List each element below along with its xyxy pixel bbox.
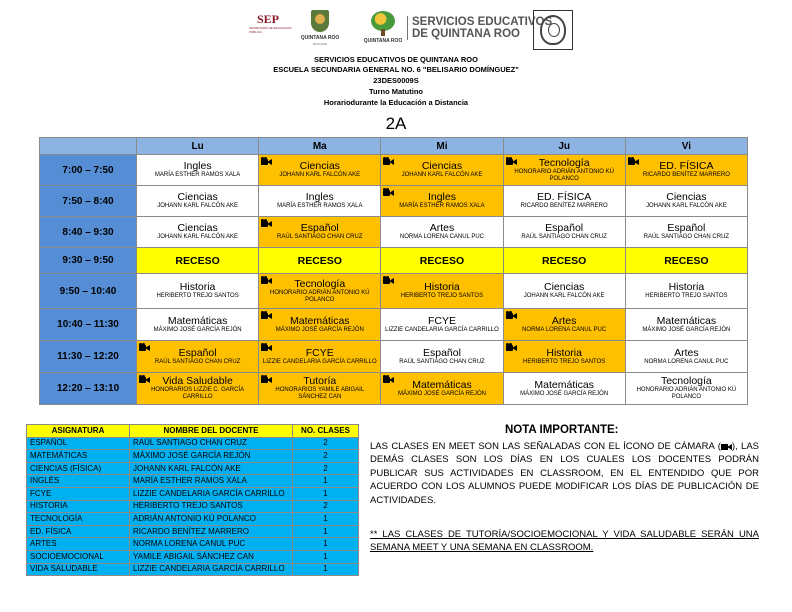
- video-camera-icon: [261, 276, 272, 284]
- teacher-cell: MARÍA ESTHER RAMOS XALA: [130, 475, 293, 488]
- video-camera-icon: [506, 343, 517, 351]
- class-cell: [259, 155, 381, 186]
- class-cell: [625, 217, 747, 248]
- class-cell: [381, 155, 503, 186]
- subject-name: Matemáticas: [412, 378, 472, 391]
- class-cell: [137, 341, 259, 373]
- class-cell: [503, 341, 625, 373]
- subject-name: Artes: [551, 314, 577, 327]
- class-cell: [381, 186, 503, 217]
- time-slot: 8:40 – 9:30: [40, 217, 137, 248]
- class-cell: [259, 309, 381, 341]
- header-line-2: ESCUELA SECUNDARIA GENERAL NO. 6 "BELISARIO DOMÍNGUEZ": [273, 65, 519, 74]
- teacher-name: MÁXIMO JOSÉ GARCÍA REJÓN: [397, 390, 486, 397]
- teacher-name: MÁXIMO JOSÉ GARCÍA REJÓN: [520, 390, 609, 397]
- day-header: Lu: [137, 138, 259, 155]
- subject-name: Matemáticas: [534, 378, 594, 391]
- teacher-name: RICARDO BENÍTEZ MARRERO: [642, 172, 730, 178]
- subject-name: Artes: [429, 222, 455, 234]
- class-count-cell: 2: [293, 500, 359, 513]
- video-camera-icon: [506, 311, 517, 319]
- subject-name: Artes: [674, 346, 699, 359]
- class-cell: [381, 341, 503, 373]
- class-cell: [625, 274, 747, 309]
- subject-name: Español: [667, 222, 706, 234]
- teacher-name: MÁXIMO JOSÉ GARCÍA REJÓN: [153, 326, 242, 333]
- table-row: [27, 550, 359, 563]
- class-cell: [259, 217, 381, 248]
- time-slot: 12:20 – 13:10: [40, 373, 137, 405]
- time-slot: 9:50 – 10:40: [40, 274, 137, 309]
- sep-logo: SEP SECRETARÍA DE EDUCACIÓN PÚBLICA: [249, 12, 292, 34]
- subject-name: Español: [422, 346, 461, 359]
- recess-cell: RECESO: [259, 248, 381, 274]
- table-row: [27, 437, 359, 450]
- teacher-name: MÁXIMO JOSÉ GARCÍA REJÓN: [275, 326, 364, 333]
- teacher-cell: HERIBERTO TREJO SANTOS: [130, 500, 293, 513]
- header-logos: [245, 8, 575, 52]
- seal-icon: [540, 15, 566, 45]
- subject-name: Español: [545, 222, 584, 234]
- teacher-name: HONORARIO ADRIÁN ANTONIO KÚ POLANCO: [269, 289, 370, 303]
- subject-cell: TECNOLOGÍA: [27, 513, 130, 526]
- class-cell: [625, 186, 747, 217]
- schedule-row: [40, 217, 748, 248]
- teacher-name: HERIBERTO TREJO SANTOS: [645, 293, 728, 299]
- class-count-cell: 1: [293, 513, 359, 526]
- school-seal-logo: [533, 10, 573, 50]
- time-slot: 11:30 – 12:20: [40, 341, 137, 373]
- time-slot: 9:30 – 9:50: [40, 248, 137, 274]
- class-cell: [259, 186, 381, 217]
- table-row: [27, 487, 359, 500]
- subject-name: ED. FÍSICA: [537, 191, 592, 203]
- subject-name: Ciencias: [666, 191, 707, 203]
- class-count-cell: 2: [293, 450, 359, 463]
- class-count-cell: 2: [293, 437, 359, 450]
- time-slot: 7:50 – 8:40: [40, 186, 137, 217]
- video-camera-icon: [261, 343, 272, 351]
- subject-name: Ciencias: [177, 222, 218, 234]
- subject-name: Matemáticas: [167, 314, 228, 327]
- subject-cell: VIDA SALUDABLE: [27, 563, 130, 576]
- recess-cell: RECESO: [137, 248, 259, 274]
- table-row: [27, 525, 359, 538]
- subject-name: Historia: [424, 281, 460, 293]
- class-cell: [137, 309, 259, 341]
- schedule-row: [40, 248, 748, 274]
- subject-name: Tutoría: [303, 375, 337, 387]
- video-camera-icon: [139, 375, 150, 383]
- subject-name: Matemáticas: [290, 314, 350, 327]
- teacher-name: HONORARIO ADRIÁN ANTONIO KÚ POLANCO: [514, 168, 614, 182]
- class-cell: [625, 373, 747, 405]
- teacher-name: RAÚL SANTIAGO CHAN CRUZ: [521, 234, 607, 240]
- class-cell: [137, 217, 259, 248]
- class-cell: [137, 155, 259, 186]
- class-cell: [625, 155, 747, 186]
- teacher-name: RICARDO BENÍTEZ MARRERO: [520, 203, 608, 209]
- subject-name: Ciencias: [299, 160, 340, 172]
- day-header: Mi: [381, 138, 503, 155]
- teacher-name: JOHANN KARL FALCÓN AKE: [157, 234, 238, 240]
- teacher-name: HONORARIOS YAMILE ABIGAIL SÁNCHEZ CAN: [275, 387, 365, 400]
- subject-name: Ciencias: [544, 281, 585, 293]
- subject-name: FCYE: [305, 346, 334, 359]
- class-cell: [381, 217, 503, 248]
- teacher-name: RAÚL SANTIAGO CHAN CRUZ: [399, 358, 485, 365]
- class-count-cell: 1: [293, 550, 359, 563]
- tree-logo: QUINTANA ROO: [363, 8, 403, 52]
- schedule-header-row: [40, 138, 748, 155]
- schedule-table: [39, 137, 748, 405]
- tree-icon: [371, 11, 395, 31]
- table-row: [27, 462, 359, 475]
- class-cell: [503, 217, 625, 248]
- recess-cell: RECESO: [381, 248, 503, 274]
- teacher-cell: JOHANN KARL FALCÓN AKE: [130, 462, 293, 475]
- teacher-name: MARÍA ESTHER RAMOS XALA: [154, 172, 241, 178]
- video-camera-icon: [261, 375, 272, 383]
- subject-name: Matemáticas: [656, 314, 717, 327]
- teacher-name: LIZZIE CANDELARIA GARCÍA CARRILLO: [385, 326, 499, 333]
- subject-name: ED. FÍSICA: [659, 160, 714, 172]
- table-row: [27, 563, 359, 576]
- teachers-table: [26, 424, 359, 576]
- class-cell: [625, 309, 747, 341]
- teacher-cell: YAMILE ABIGAIL SÁNCHEZ CAN: [130, 550, 293, 563]
- subject-cell: FCYE: [27, 487, 130, 500]
- table-row: [27, 513, 359, 526]
- teacher-cell: LIZZIE CANDELARIA GARCÍA CARRILLO: [130, 487, 293, 500]
- teachers-header-row: [27, 425, 359, 438]
- video-camera-icon: [261, 311, 272, 319]
- subject-cell: ED. FÍSICA: [27, 525, 130, 538]
- teacher-cell: LIZZIE CANDELARIA GARCÍA CARRILLO: [130, 563, 293, 576]
- class-count-cell: 1: [293, 538, 359, 551]
- video-camera-icon: [383, 375, 394, 383]
- video-camera-icon: [261, 219, 272, 227]
- teacher-name: NORMA LORENA CANUL PUC: [399, 234, 485, 240]
- class-count-cell: 2: [293, 462, 359, 475]
- teacher-name: JOHANN KARL FALCÓN AKE: [157, 203, 238, 209]
- video-camera-icon: [721, 442, 732, 450]
- subject-name: Vida Saludable: [162, 375, 233, 387]
- teacher-cell: RAÚL SANTIAGO CHAN CRUZ: [130, 437, 293, 450]
- class-count-cell: 1: [293, 563, 359, 576]
- teacher-name: HERIBERTO TREJO SANTOS: [156, 293, 239, 299]
- teacher-name: HONORARIOS LIZZIE C. GARCÍA CARRILLO: [151, 387, 245, 400]
- teacher-name: RAÚL SANTIAGO CHAN CRUZ: [277, 234, 363, 240]
- subject-name: Tecnología: [538, 156, 590, 169]
- note-title: NOTA IMPORTANTE:: [505, 424, 619, 436]
- class-cell: [503, 373, 625, 405]
- header-line-3: 23DES0009S: [373, 76, 419, 85]
- table-row: [27, 475, 359, 488]
- class-count-cell: 1: [293, 487, 359, 500]
- schedule-row: [40, 341, 748, 373]
- day-header: Ju: [503, 138, 625, 155]
- org-name: SERVICIOS EDUCATIVOS DE QUINTANA ROO: [407, 16, 552, 40]
- teacher-name: MÁXIMO JOSÉ GARCÍA REJÓN: [642, 326, 731, 333]
- subject-cell: HISTORIA: [27, 500, 130, 513]
- schedule-row: [40, 373, 748, 405]
- recess-cell: RECESO: [503, 248, 625, 274]
- video-camera-icon: [383, 157, 394, 165]
- subject-name: Ingles: [183, 160, 212, 172]
- class-cell: [381, 309, 503, 341]
- subject-name: Español: [178, 346, 217, 359]
- schedule-row: [40, 274, 748, 309]
- subject-name: FCYE: [427, 314, 456, 327]
- teacher-name: HONORARIO ADRIÁN ANTONIO KÚ POLANCO: [636, 387, 737, 400]
- shield-icon: [311, 10, 329, 32]
- subject-name: Ingles: [427, 191, 456, 203]
- subject-name: Historia: [179, 281, 216, 293]
- teacher-name: JOHANN KARL FALCÓN AKE: [645, 203, 727, 209]
- class-cell: [503, 274, 625, 309]
- schedule-row: [40, 309, 748, 341]
- day-header: Vi: [625, 138, 747, 155]
- subject-cell: CIENCIAS (FÍSICA): [27, 462, 130, 475]
- teacher-cell: RICARDO BENÍTEZ MARRERO: [130, 525, 293, 538]
- subject-cell: ARTES: [27, 538, 130, 551]
- class-cell: [259, 274, 381, 309]
- header-line-5: Horariodurante la Educación a Distancia: [323, 98, 469, 107]
- class-count-cell: 1: [293, 475, 359, 488]
- subject-name: Español: [300, 222, 339, 234]
- class-cell: [503, 155, 625, 186]
- teacher-name: MARÍA ESTHER RAMOS XALA: [277, 203, 363, 209]
- quintana-roo-logo: QUINTANA ROO 2016-2022: [300, 8, 340, 52]
- table-row: [27, 450, 359, 463]
- teacher-name: RAÚL SANTIAGO CHAN CRUZ: [154, 358, 241, 365]
- subject-name: Tecnología: [294, 277, 346, 290]
- teacher-name: NORMA LORENA CANUL PUC: [522, 326, 607, 333]
- subject-cell: INGLÉS: [27, 475, 130, 488]
- note-body: LAS CLASES EN MEET SON LAS SEÑALADAS CON EL ÍCONO DE CÁMARA ( ), LAS DEMÁS CLASES SON LOS DÍAS EN LOS CUALES LOS DOCENTES PODRÁN PUBLICAR SUS ACTIVIDADES EN CLASSROOM, EN EL ENTENDIDO QUE POR ACUERDO CON LOS ALUMNOS PUEDE MODIFICAR LOS DÍAS DE PUBLICACIÓN DE ACTIVIDADES.: [370, 441, 759, 506]
- class-cell: [137, 373, 259, 405]
- day-header: Ma: [259, 138, 381, 155]
- class-cell: [625, 341, 747, 373]
- teacher-name: JOHANN KARL FALCÓN AKE: [279, 172, 361, 178]
- subject-name: Historia: [546, 346, 582, 359]
- teacher-name: LIZZIE CANDELARIA GARCÍA CARRILLO: [262, 358, 377, 365]
- class-cell: [259, 341, 381, 373]
- teacher-name: NORMA LORENA CANUL PUC: [644, 358, 729, 365]
- header-line-1: SERVICIOS EDUCATIVOS DE QUINTANA ROO: [314, 55, 478, 64]
- teacher-name: RAÚL SANTIAGO CHAN CRUZ: [643, 234, 730, 240]
- video-camera-icon: [506, 157, 517, 165]
- teacher-name: JOHANN KARL FALCÓN AKE: [523, 293, 605, 299]
- class-cell: [503, 309, 625, 341]
- video-camera-icon: [261, 157, 272, 165]
- table-row: [27, 500, 359, 513]
- class-cell: [137, 186, 259, 217]
- column-header: ASIGNATURA: [27, 425, 130, 438]
- column-header: NOMBRE DEL DOCENTE: [130, 425, 293, 438]
- subject-name: Tecnología: [660, 375, 712, 387]
- class-cell: [503, 186, 625, 217]
- subject-name: Ciencias: [421, 160, 463, 172]
- class-cell: [137, 274, 259, 309]
- time-slot: 7:00 – 7:50: [40, 155, 137, 186]
- video-camera-icon: [383, 188, 394, 196]
- subject-cell: MATEMÁTICAS: [27, 450, 130, 463]
- teacher-name: MARÍA ESTHER RAMOS XALA: [399, 203, 485, 209]
- subject-cell: ESPAÑOL: [27, 437, 130, 450]
- group-title: 2A: [385, 114, 407, 133]
- recess-cell: RECESO: [625, 248, 747, 274]
- teacher-name: HERIBERTO TREJO SANTOS: [400, 293, 484, 299]
- subject-name: Ciencias: [177, 191, 218, 203]
- time-slot: 10:40 – 11:30: [40, 309, 137, 341]
- subject-name: Ingles: [305, 191, 334, 203]
- class-cell: [381, 274, 503, 309]
- subject-name: Historia: [668, 281, 705, 293]
- subject-cell: SOCIOEMOCIONAL: [27, 550, 130, 563]
- class-count-cell: 1: [293, 525, 359, 538]
- teacher-cell: MÁXIMO JOSÉ GARCÍA REJÓN: [130, 450, 293, 463]
- video-camera-icon: [383, 276, 394, 284]
- teacher-name: JOHANN KARL FALCÓN AKE: [401, 172, 483, 178]
- teacher-cell: ADRIÁN ANTONIO KÚ POLANCO: [130, 513, 293, 526]
- video-camera-icon: [628, 157, 639, 165]
- class-cell: [381, 373, 503, 405]
- note-secondary: ** LAS CLASES DE TUTORÍA/SOCIOEMOCIONAL Y VIDA SALUDABLE SERÁN UNA SEMANA MEET Y UNA SEMANA EN CLASSROOM.: [370, 529, 759, 554]
- class-cell: [259, 373, 381, 405]
- header-line-4: Turno Matutino: [368, 87, 423, 96]
- schedule-row: [40, 155, 748, 186]
- teacher-cell: NORMA LORENA CANUL PUC: [130, 538, 293, 551]
- video-camera-icon: [139, 343, 150, 351]
- column-header: NO. CLASES: [293, 425, 359, 438]
- schedule-row: [40, 186, 748, 217]
- table-row: [27, 538, 359, 551]
- corner-cell: [40, 138, 137, 155]
- teacher-name: HERIBERTO TREJO SANTOS: [523, 358, 606, 365]
